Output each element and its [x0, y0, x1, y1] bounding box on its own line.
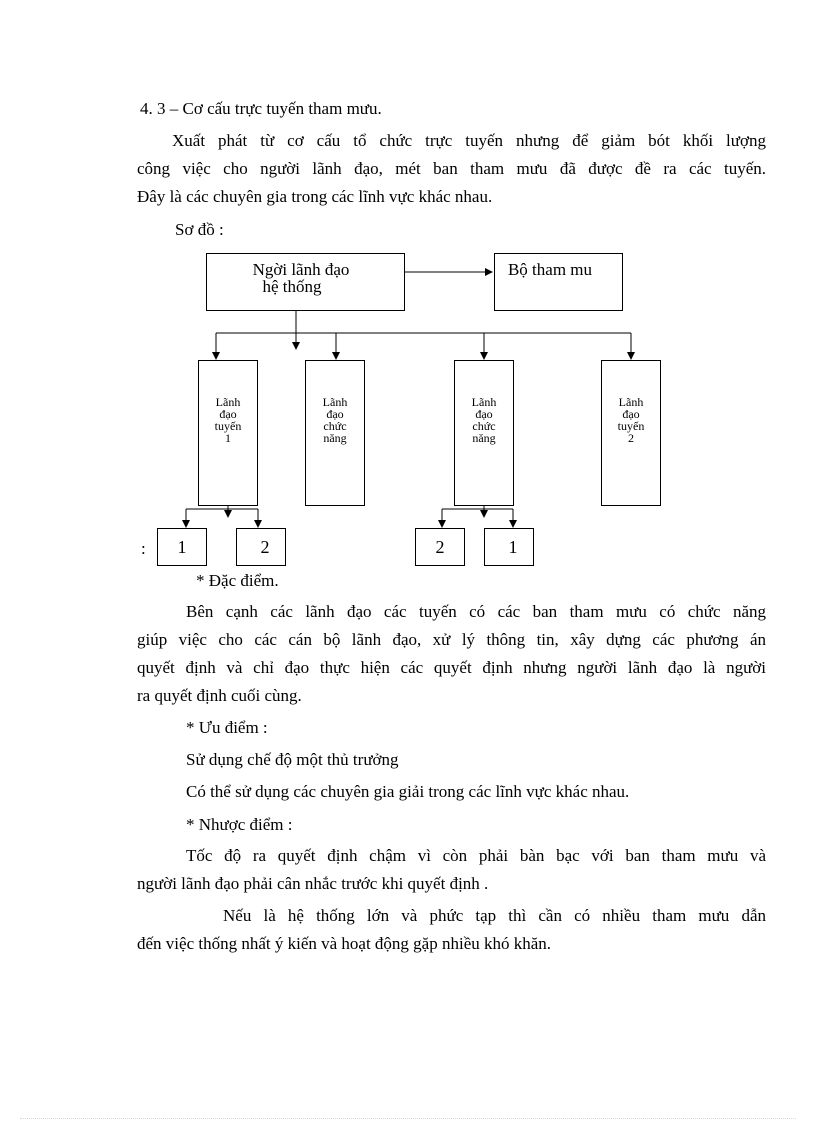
disadvantages-title: * Nhược điểm : [186, 815, 293, 834]
line-leader-2-text: Lãnh đạo tuyến 2 [617, 395, 645, 445]
intro-line-3: Đây là các chuyên gia trong các lĩnh vực khác nhau. [137, 187, 493, 206]
line-leader-1-text: Lãnh đạo tuyến 1 [214, 395, 242, 445]
disadvantages-p1-line-2: người lãnh đạo phải cân nhắc trước khi quyết định . [137, 874, 489, 893]
disadvantages-p2-line-2: đến việc thống nhất ý kiến và hoạt động gặp nhiều khó khăn. [137, 934, 552, 953]
advantages-item-1: Sử dụng chế độ một thủ trưởng [186, 750, 399, 769]
features-line-2: giúp việc cho các cán bộ lãnh đạo, xử lý thông tin, xây dựng các phương án [137, 630, 766, 649]
sub-box-3-label: 2 [435, 537, 445, 557]
sub-box-4-label: 1 [508, 537, 518, 557]
disadvantages-p2-line-1: Nếu là hệ thống lớn và phức tạp thì cần có nhiều tham mưu dẫn [223, 906, 766, 925]
staff-box-label: Bộ tham mu [507, 260, 593, 279]
sub-box-1-label: 1 [177, 537, 187, 557]
diagram-label: Sơ đồ : [175, 220, 224, 239]
features-line-3: quyết định và chỉ đạo thực hiện các quyết định nhưng người lãnh đạo là người [137, 658, 766, 677]
intro-line-2: công việc cho người lãnh đạo, mét ban tham mưu đã được đề ra các tuyến. [137, 159, 766, 178]
intro-line-1: Xuất phát từ cơ cấu tổ chức trực tuyến nhưng để giảm bót khối lượng [172, 131, 766, 150]
diagram-colon: : [141, 539, 146, 558]
disadvantages-p1-line-1: Tốc độ ra quyết định chậm vì còn phải bàn bạc với ban tham mưu và [186, 846, 766, 865]
functional-leader-2-text: Lãnh đạo chức năng [471, 395, 497, 445]
section-heading: 4. 3 – Cơ cấu trực tuyến tham mưu. [140, 99, 382, 118]
features-line-4: ra quyết định cuối cùng. [137, 686, 302, 705]
sub-box-2-label: 2 [260, 537, 270, 557]
advantages-title: * Ưu điểm : [186, 718, 268, 737]
advantages-item-2: Có thể sử dụng các chuyên gia giải trong các lĩnh vực khác nhau. [186, 782, 630, 801]
functional-leader-1-text: Lãnh đạo chức năng [322, 395, 348, 445]
features-title: * Đặc điểm. [196, 571, 279, 590]
page-footer-divider [20, 1118, 796, 1119]
leader-box-line-2: hệ thống [262, 277, 322, 296]
features-line-1: Bên cạnh các lãnh đạo các tuyến có các ban tham mưu có chức năng [186, 602, 766, 621]
leader-box-line-1: Ngời lãnh đạo [252, 260, 350, 279]
